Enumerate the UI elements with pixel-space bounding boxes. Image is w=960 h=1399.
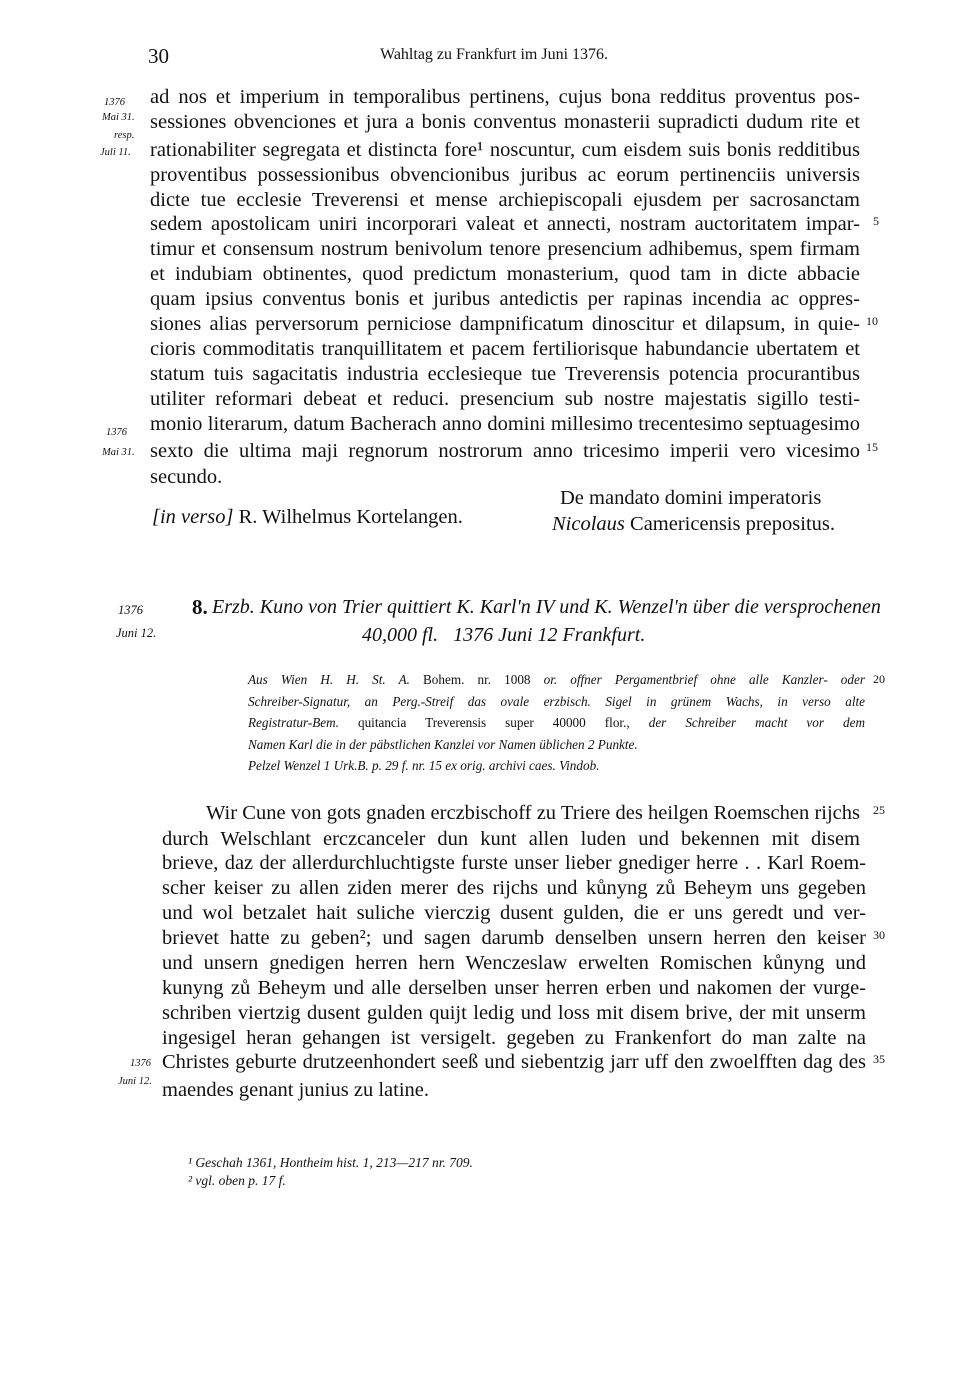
line-number: 5 <box>873 214 879 228</box>
text-line: cioris commoditatis tranquillitatem et pacem fertiliorisque habundancie ubertatem et <box>150 338 860 360</box>
text-line: kunyng zů Beheym und alle derselben unser herren erben und nakomen der vurge- <box>162 977 866 999</box>
text-line: proventibus possessionibus obvencionibus juribus ac eorum pertinenciis universis <box>150 164 860 186</box>
source-text: Bohem. nr. 1008 <box>409 672 544 687</box>
text-line: rationabiliter segregata et distincta fore¹ noscuntur, cum eisdem suis bonis redditibus <box>150 139 860 161</box>
margin-date: Mai 31. <box>102 447 135 458</box>
text-line: secundo. <box>150 466 223 488</box>
document-title-line1: Erzb. Kuno von Trier quittiert K. Karl'n IV und K. Wenzel'n über die versprochenen <box>212 596 881 618</box>
line-number: 35 <box>873 1052 885 1066</box>
text-line: und unsern gnedigen herren hern Wenczeslaw erwelten Romischen kůnyng und <box>162 952 866 974</box>
text-line: brievet hatte zu geben²; und sagen darumb denselben unsern herren den keiser <box>162 927 866 949</box>
text-line: ingesigel heran gehangen ist versigelt. gegeben zu Frankenfort do man zalte na <box>162 1027 866 1049</box>
line-number: 10 <box>866 314 878 328</box>
source-line: Pelzel Wenzel 1 Urk.B. p. 29 f. nr. 15 ex orig. archivi caes. Vindob. <box>248 758 600 773</box>
source-line <box>248 712 865 734</box>
source-note: or. offner Pergamentbrief ohne alle Kanzler- oder <box>543 672 865 687</box>
source-text: quitancia Treverensis super 40000 flor., <box>338 715 649 730</box>
source-note: Registratur-Bem. <box>248 715 339 730</box>
margin-date: 1376 <box>104 97 125 108</box>
text-line: monio literarum, datum Bacherach anno domini millesimo trecentesimo septuagesimo <box>150 413 860 435</box>
signature-right-line2 <box>552 513 835 536</box>
line-number: 20 <box>873 672 885 686</box>
source-line: Schreiber-Signatur, an Perg.-Streif das ovale erzbisch. Sigel in grünem Wachs, in verso alte <box>248 694 865 709</box>
signature-left-name: R. Wilhelmus Kortelangen. <box>233 506 463 528</box>
text-line: Christes geburte drutzeenhondert seeß und siebentzig jarr uff den zwoelfften dag des <box>162 1051 866 1073</box>
text-line: timur et consensum nostrum benivolum tenore presencium adhibemus, spem firmam <box>150 238 860 260</box>
text-line: sessiones obvenciones et jura a bonis conventus monasterii supradicti dudum rite et <box>150 111 860 133</box>
source-line: Namen Karl die in der päbstlichen Kanzlei vor Namen üblichen 2 Punkte. <box>248 737 638 752</box>
text-line: ad nos et imperium in temporalibus pertinens, cujus bona redditus proventus pos- <box>150 86 860 108</box>
signature-left-prefix: [in verso] <box>152 506 234 528</box>
running-title: Wahltag zu Frankfurt im Juni 1376. <box>380 46 609 63</box>
text-line: brieve, daz der allerdurchluchtigste furste unser lieber gnediger herre . . Karl Roem- <box>162 852 866 874</box>
source-archive: Aus Wien H. H. St. A. <box>248 672 410 687</box>
signature-right-rest: Camericensis prepositus. <box>624 513 835 535</box>
margin-date: 1376 <box>106 427 127 438</box>
margin-date: Juli 11. <box>100 147 131 158</box>
text-line: sedem apostolicam uniri incorporari valeat et annecti, nostram auctoritatem impar- <box>150 213 860 235</box>
text-line: durch Welschlant erczcanceler dun kunt allen luden und bekennen mit disem <box>162 828 860 850</box>
margin-date: Juni 12. <box>118 1076 152 1087</box>
source-note: der Schreiber macht vor dem <box>648 715 865 730</box>
line-number: 25 <box>873 803 885 817</box>
line-number: 30 <box>873 928 885 942</box>
text-line: quam ipsius conventus bonis et juribus antedictis per rapinas incendia ac oppres- <box>150 288 860 310</box>
document-title-line2: 40,000 fl. 1376 Juni 12 Frankfurt. <box>362 624 646 646</box>
text-line: Wir Cune von gots gnaden erczbischoff zu Triere des heilgen Roemschen rijchs <box>206 802 860 824</box>
text-line: et indubiam obtinentes, quod predictum monasterium, quod tam in dicte abbacie <box>150 263 860 285</box>
document-number: 8. <box>192 595 208 619</box>
signature-right-italic: Nicolaus <box>552 513 625 535</box>
text-line: utiliter reformari debeat et reduci. presencium sub nostre majestatis sigillo testi- <box>150 388 860 410</box>
text-line: sexto die ultima maji regnorum nostrorum anno tricesimo imperii vero vicesimo <box>150 440 860 462</box>
footnote-1: ¹ Geschah 1361, Hontheim hist. 1, 213—217 nr. 709. <box>188 1155 473 1170</box>
page-number: 30 <box>148 44 169 68</box>
margin-date: resp. <box>114 130 135 141</box>
signature-left <box>152 506 463 529</box>
margin-date: 1376 <box>130 1058 151 1069</box>
signature-right-line1: De mandato domini imperatoris <box>560 487 822 509</box>
text-line: maendes genant junius zu latine. <box>162 1079 429 1101</box>
margin-date: Juni 12. <box>116 626 157 640</box>
text-line: statum tuis sagacitatis industria ecclesieque tue Treverensis potencia procurantibus <box>150 363 860 385</box>
line-number: 15 <box>866 440 878 454</box>
source-line <box>248 669 865 691</box>
text-line: schriben viertzig dusent gulden quijt ledig und loss mit disem brive, der mit unserm <box>162 1002 866 1024</box>
margin-date: Mai 31. <box>102 112 135 123</box>
margin-date: 1376 <box>118 603 143 617</box>
footnote-2: ² vgl. oben p. 17 f. <box>188 1173 286 1188</box>
text-line: siones alias perversorum perniciose dampnificatum dinoscitur et dilapsum, in quie- <box>150 313 860 335</box>
text-line: dicte tue ecclesie Treverensi et mense archiepiscopali ejusdem per sacrosanctam <box>150 189 860 211</box>
text-line: scher keiser zu allen ziden merer des rijchs und kůnyng zů Beheym uns gegeben <box>162 877 866 899</box>
text-line: und wol betzalet hait suliche vierczig dusent gulden, die er uns geredt und ver- <box>162 902 866 924</box>
